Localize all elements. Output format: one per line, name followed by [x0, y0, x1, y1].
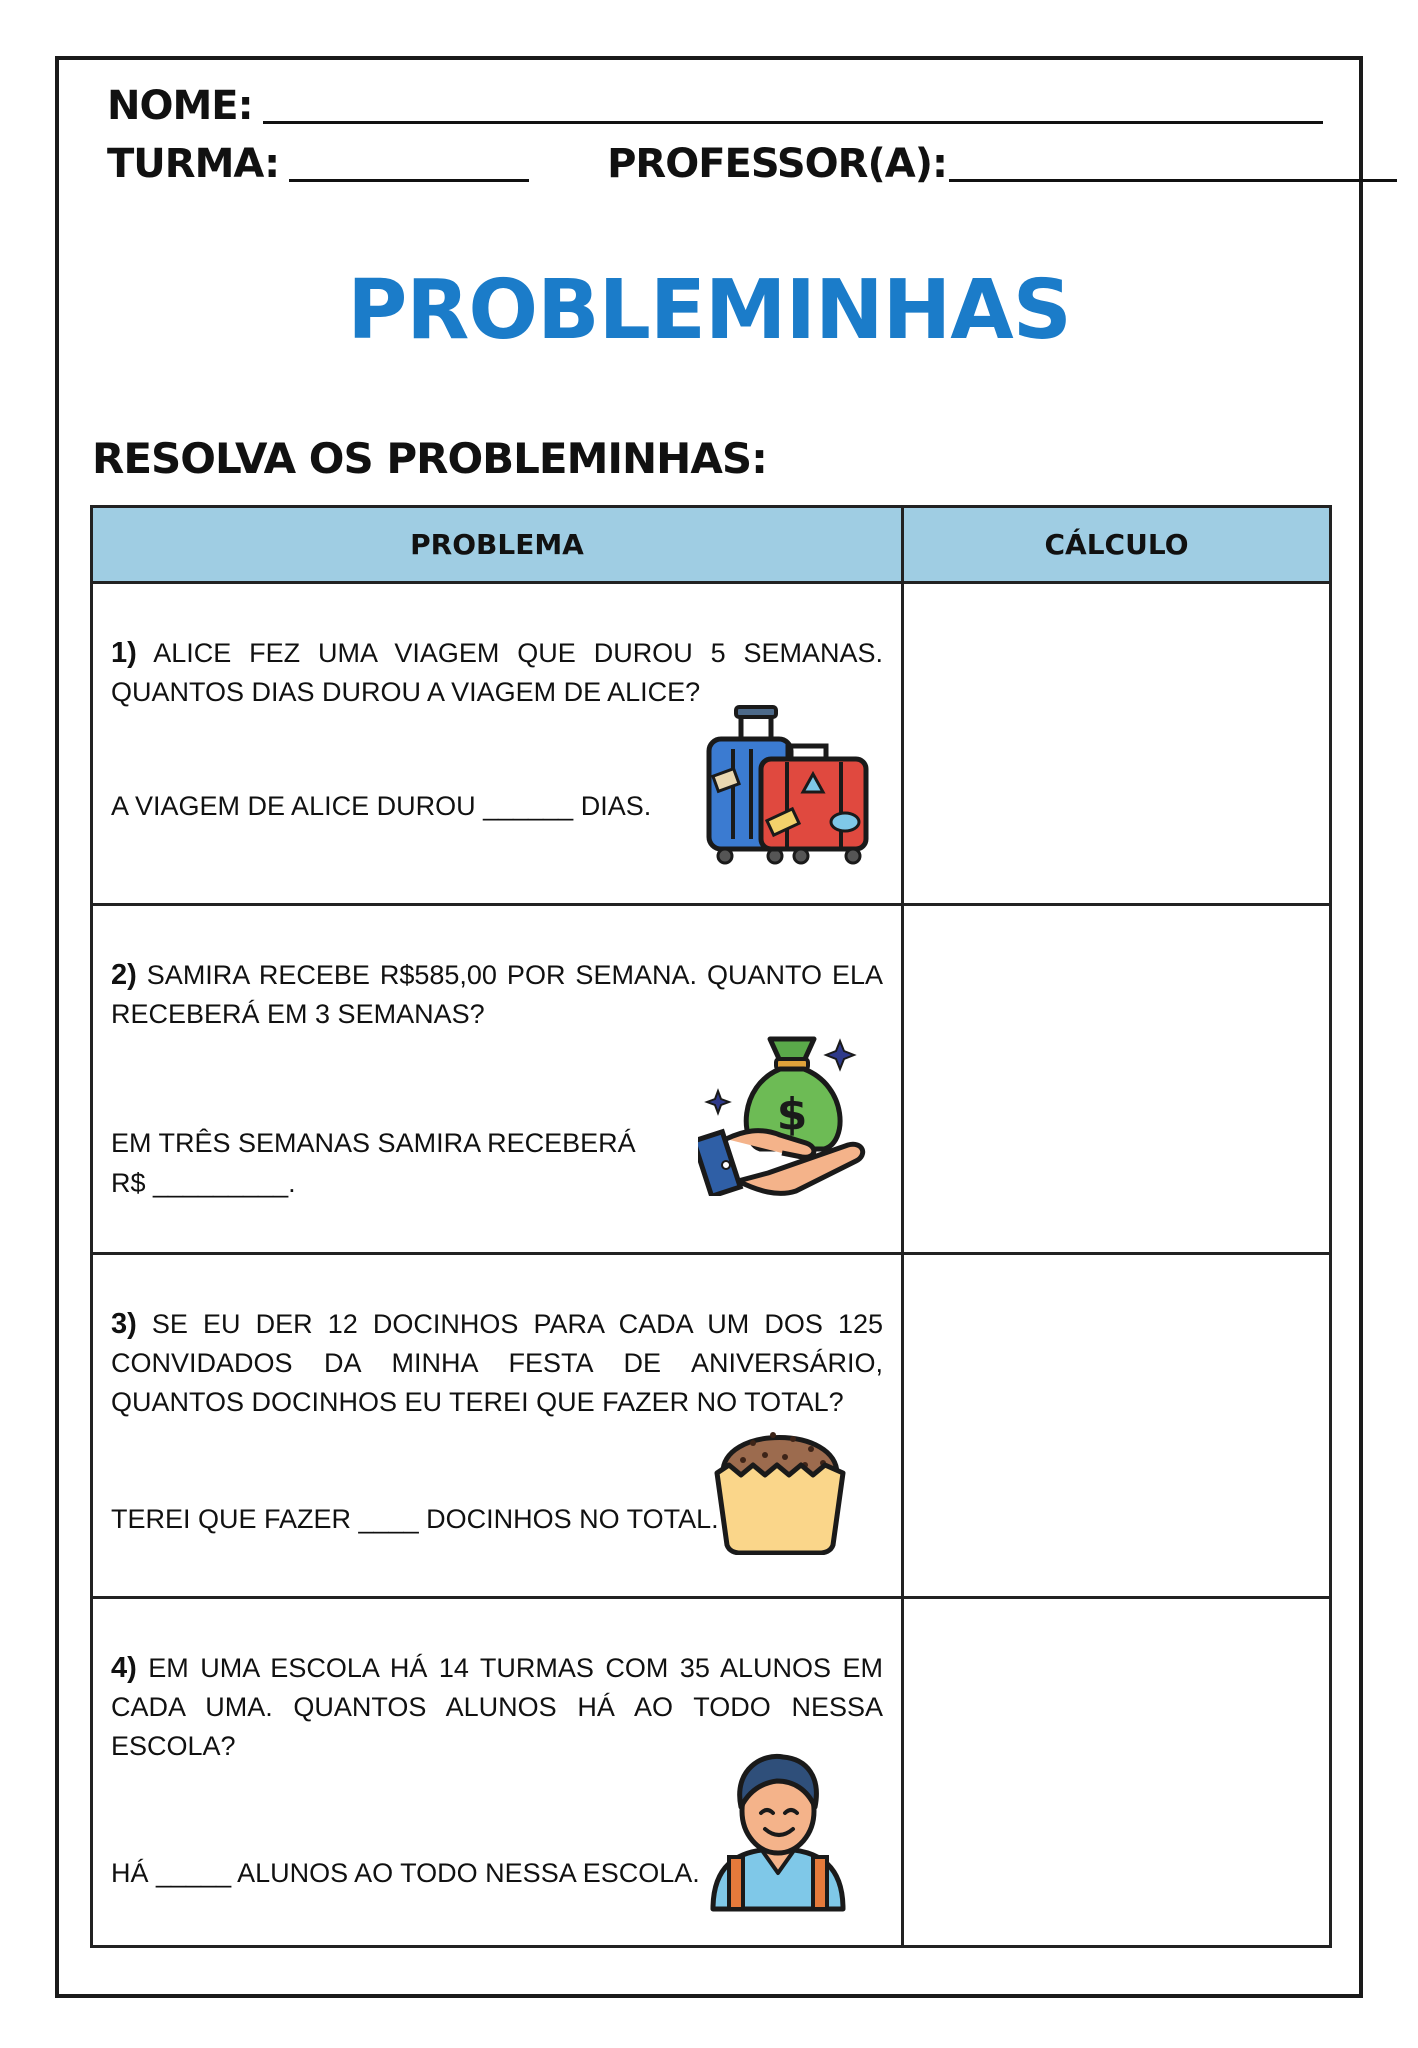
- table-row: [92, 583, 1331, 905]
- student-icon: [703, 1749, 853, 1919]
- answer-4: HÁ _____ ALUNOS AO TODO NESSA ESCOLA.: [111, 1858, 700, 1888]
- teacher-blank[interactable]: [949, 178, 1397, 182]
- answer-1: A VIAGEM DE ALICE DUROU ______ DIAS.: [111, 791, 652, 821]
- question-number: 2): [111, 959, 137, 991]
- question-text: EM UMA ESCOLA HÁ 14 TURMAS COM 35 ALUNOS EM CADA UMA. QUANTOS ALUNOS HÁ AO TODO NESSA ESCOLA?: [111, 1653, 883, 1761]
- table-row: [92, 1254, 1331, 1598]
- answer-2-line2: R$ _________.: [111, 1168, 296, 1198]
- problem-cell-3: [92, 1254, 903, 1598]
- class-label: TURMA:: [107, 141, 280, 187]
- name-label: NOME:: [107, 83, 253, 129]
- col-header-problem: PROBLEMA: [92, 507, 903, 583]
- question-text: ALICE FEZ UMA VIAGEM QUE DUROU 5 SEMANAS. QUANTOS DIAS DUROU A VIAGEM DE ALICE?: [111, 638, 884, 707]
- problem-cell-4: [92, 1598, 903, 1947]
- table-header-row: [92, 507, 1331, 583]
- table-row: [92, 905, 1331, 1254]
- calc-cell-4[interactable]: [903, 1598, 1331, 1947]
- calc-cell-3[interactable]: [903, 1254, 1331, 1598]
- calc-cell-2[interactable]: [903, 905, 1331, 1254]
- instruction-heading: RESOLVA OS PROBLEMINHAS:: [92, 434, 767, 483]
- answer-3: TEREI QUE FAZER ____ DOCINHOS NO TOTAL.: [111, 1504, 719, 1534]
- question-text: SAMIRA RECEBE R$585,00 POR SEMANA. QUANTO ELA RECEBERÁ EM 3 SEMANAS?: [111, 960, 883, 1029]
- name-blank[interactable]: [263, 120, 1323, 124]
- problem-cell-1: [92, 583, 903, 905]
- class-teacher-field: [107, 141, 1397, 187]
- suitcase-icon: [703, 704, 873, 869]
- question-number: 1): [111, 637, 137, 669]
- teacher-label: PROFESSOR(A):: [607, 141, 947, 187]
- class-blank[interactable]: [289, 178, 529, 182]
- question-number: 4): [111, 1652, 137, 1684]
- answer-2-line1: EM TRÊS SEMANAS SAMIRA RECEBERÁ: [111, 1128, 636, 1158]
- money-bag-icon: [698, 1031, 868, 1196]
- brigadeiro-icon: [713, 1405, 848, 1555]
- col-header-calc: CÁLCULO: [903, 507, 1331, 583]
- problem-cell-2: [92, 905, 903, 1254]
- question-text: SE EU DER 12 DOCINHOS PARA CADA UM DOS 125 CONVIDADOS DA MINHA FESTA DE ANIVERSÁRIO, QUANTOS DOCINHOS EU TEREI QUE FAZER NO TOTAL?: [111, 1309, 883, 1417]
- name-field: [107, 83, 1323, 129]
- calc-cell-1[interactable]: [903, 583, 1331, 905]
- svg-text:$: $: [776, 1089, 808, 1140]
- page-title: PROBLEMINHAS: [347, 263, 1071, 358]
- table-row: [92, 1598, 1331, 1947]
- question-1: [111, 634, 883, 712]
- question-number: 3): [111, 1308, 137, 1340]
- problems-table: [90, 505, 1332, 1948]
- question-2: [111, 956, 883, 1034]
